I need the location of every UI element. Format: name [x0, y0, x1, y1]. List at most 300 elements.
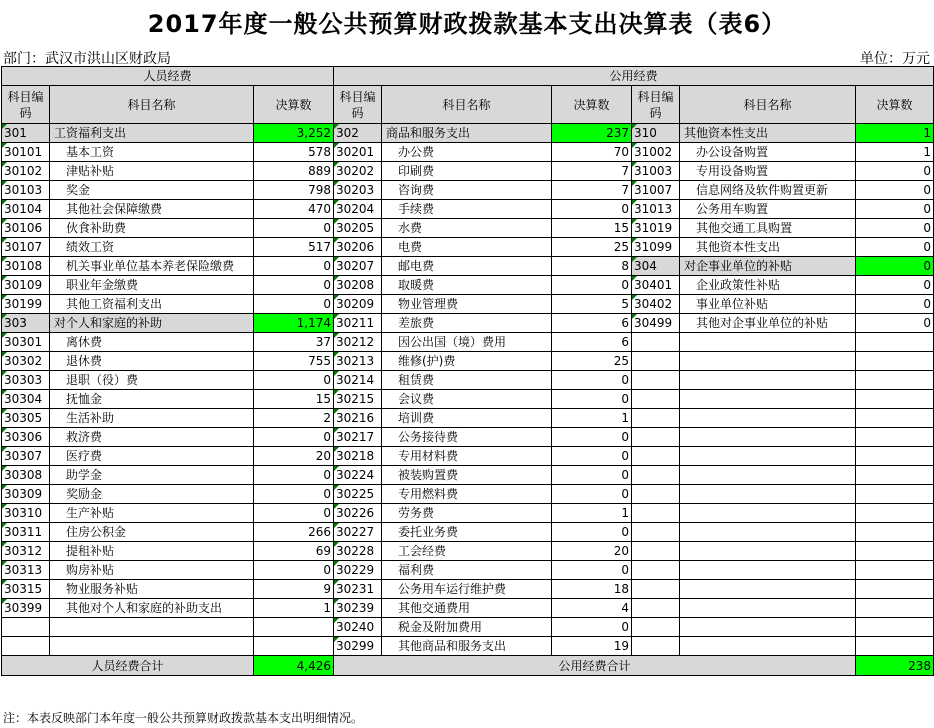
cell-code: [632, 523, 680, 542]
cell-amount[interactable]: 0: [254, 466, 334, 485]
cell-amount[interactable]: 1: [552, 409, 632, 428]
cell-name: [680, 523, 856, 542]
cell-name: 离休费: [50, 333, 254, 352]
cell-amount[interactable]: 755: [254, 352, 334, 371]
cell-amount[interactable]: 25: [552, 352, 632, 371]
cell-amount: [856, 485, 934, 504]
cell-name: 专用燃料费: [382, 485, 552, 504]
cell-name: 其他商品和服务支出: [382, 637, 552, 656]
cell-code: 30214: [334, 371, 382, 390]
public-total-value[interactable]: 238: [856, 656, 934, 676]
cell-amount[interactable]: 0: [254, 371, 334, 390]
cell-amount[interactable]: 0: [856, 314, 934, 333]
cell-code: 30202: [334, 162, 382, 181]
table-row: [2, 523, 934, 542]
cell-amount[interactable]: 15: [254, 390, 334, 409]
table-row: [2, 219, 934, 238]
cell-name: 对企事业单位的补贴: [680, 257, 856, 276]
cell-code: 30315: [2, 580, 50, 599]
cell-code: 30215: [334, 390, 382, 409]
cell-amount[interactable]: 0: [552, 390, 632, 409]
cell-code: 30313: [2, 561, 50, 580]
cell-name: [680, 428, 856, 447]
cell-code: 30201: [334, 143, 382, 162]
cell-name: [680, 637, 856, 656]
cell-name: 绩效工资: [50, 238, 254, 257]
cell-amount[interactable]: 237: [552, 124, 632, 143]
col-header-code: 科目编码: [632, 86, 680, 124]
cell-amount: [856, 580, 934, 599]
cell-code: 30402: [632, 295, 680, 314]
cell-code: 30401: [632, 276, 680, 295]
table-row: [2, 504, 934, 523]
table-row: [2, 447, 934, 466]
cell-name: 公务用车运行维护费: [382, 580, 552, 599]
cell-name: 助学金: [50, 466, 254, 485]
cell-code: [632, 466, 680, 485]
cell-code: 30304: [2, 390, 50, 409]
table-row: [2, 143, 934, 162]
col-header-name: 科目名称: [382, 86, 552, 124]
cell-code: 30312: [2, 542, 50, 561]
cell-code: [2, 618, 50, 637]
table-row: [2, 276, 934, 295]
cell-amount[interactable]: 0: [254, 504, 334, 523]
cell-code: 30307: [2, 447, 50, 466]
table-row: [2, 314, 934, 333]
cell-code: [632, 618, 680, 637]
cell-code: 30229: [334, 561, 382, 580]
cell-name: 机关事业单位基本养老保险缴费: [50, 257, 254, 276]
cell-amount[interactable]: 7: [552, 162, 632, 181]
cell-name: [680, 466, 856, 485]
cell-name: 职业年金缴费: [50, 276, 254, 295]
group-header-personnel: 人员经费: [2, 67, 334, 86]
cell-name: 对个人和家庭的补助: [50, 314, 254, 333]
cell-name: [680, 599, 856, 618]
cell-code: 30228: [334, 542, 382, 561]
cell-code: 301: [2, 124, 50, 143]
col-header-amount: 决算数: [254, 86, 334, 124]
cell-amount[interactable]: 0: [856, 257, 934, 276]
table-row: [2, 428, 934, 447]
cell-code: 30302: [2, 352, 50, 371]
cell-code: 31013: [632, 200, 680, 219]
cell-name: 其他资本性支出: [680, 124, 856, 143]
cell-code: 30303: [2, 371, 50, 390]
cell-name: 物业服务补贴: [50, 580, 254, 599]
col-header-code: 科目编码: [334, 86, 382, 124]
cell-code: 30204: [334, 200, 382, 219]
cell-name: 医疗费: [50, 447, 254, 466]
cell-name: 奖金: [50, 181, 254, 200]
cell-code: [632, 561, 680, 580]
cell-amount[interactable]: 20: [552, 542, 632, 561]
cell-code: 30107: [2, 238, 50, 257]
cell-code: 304: [632, 257, 680, 276]
table-row: [2, 162, 934, 181]
cell-code: [632, 485, 680, 504]
cell-code: [632, 352, 680, 371]
cell-amount[interactable]: 7: [552, 181, 632, 200]
cell-name: 住房公积金: [50, 523, 254, 542]
cell-code: 30239: [334, 599, 382, 618]
cell-amount[interactable]: 0: [552, 523, 632, 542]
cell-amount[interactable]: 6: [552, 333, 632, 352]
table-row: [2, 371, 934, 390]
table-row: [2, 390, 934, 409]
cell-amount[interactable]: 0: [552, 485, 632, 504]
cell-amount[interactable]: 0: [856, 181, 934, 200]
cell-code: [632, 447, 680, 466]
cell-code: 303: [2, 314, 50, 333]
cell-name: [680, 580, 856, 599]
cell-code: [632, 390, 680, 409]
cell-amount: [856, 599, 934, 618]
cell-name: 取暖费: [382, 276, 552, 295]
cell-code: 30199: [2, 295, 50, 314]
cell-amount[interactable]: 2: [254, 409, 334, 428]
cell-code: 30305: [2, 409, 50, 428]
cell-amount[interactable]: 0: [254, 485, 334, 504]
department-label: 部门：武汉市洪山区财政局: [3, 51, 171, 67]
table-row: [2, 599, 934, 618]
cell-name: 邮电费: [382, 257, 552, 276]
cell-amount: [254, 618, 334, 637]
table-row: [2, 238, 934, 257]
cell-name: 商品和服务支出: [382, 124, 552, 143]
cell-code: 30205: [334, 219, 382, 238]
cell-name: 其他工资福利支出: [50, 295, 254, 314]
cell-code: 30208: [334, 276, 382, 295]
cell-code: 30101: [2, 143, 50, 162]
cell-amount[interactable]: 3,252: [254, 124, 334, 143]
cell-amount[interactable]: 4: [552, 599, 632, 618]
cell-amount[interactable]: 266: [254, 523, 334, 542]
cell-name: 奖励金: [50, 485, 254, 504]
cell-name: [680, 618, 856, 637]
cell-name: [680, 333, 856, 352]
cell-name: 生活补助: [50, 409, 254, 428]
cell-code: 30203: [334, 181, 382, 200]
cell-amount[interactable]: 798: [254, 181, 334, 200]
cell-name: [680, 352, 856, 371]
cell-name: 办公设备购置: [680, 143, 856, 162]
cell-name: 其他社会保障缴费: [50, 200, 254, 219]
cell-name: 印刷费: [382, 162, 552, 181]
cell-name: 退休费: [50, 352, 254, 371]
cell-amount: [856, 618, 934, 637]
cell-name: 事业单位补贴: [680, 295, 856, 314]
public-total-label: 公用经费合计: [334, 656, 856, 676]
cell-amount[interactable]: 18: [552, 580, 632, 599]
cell-amount: [856, 428, 934, 447]
cell-amount: [856, 352, 934, 371]
cell-name: 退职（役）费: [50, 371, 254, 390]
cell-amount[interactable]: 0: [856, 295, 934, 314]
cell-code: 30231: [334, 580, 382, 599]
cell-code: [632, 428, 680, 447]
personnel-total-label: 人员经费合计: [2, 656, 254, 676]
cell-name: 津贴补贴: [50, 162, 254, 181]
cell-amount[interactable]: 0: [552, 428, 632, 447]
cell-name: [680, 504, 856, 523]
cell-name: 信息网络及软件购置更新: [680, 181, 856, 200]
cell-code: 30226: [334, 504, 382, 523]
table-row: [2, 466, 934, 485]
cell-amount[interactable]: 1: [552, 504, 632, 523]
cell-name: 其他对企事业单位的补贴: [680, 314, 856, 333]
cell-code: 30108: [2, 257, 50, 276]
cell-name: 会议费: [382, 390, 552, 409]
cell-name: 福利费: [382, 561, 552, 580]
cell-name: 工资福利支出: [50, 124, 254, 143]
cell-name: 其他资本性支出: [680, 238, 856, 257]
cell-amount[interactable]: 0: [254, 219, 334, 238]
cell-name: 救济费: [50, 428, 254, 447]
col-header-amount: 决算数: [552, 86, 632, 124]
cell-amount[interactable]: 1: [254, 599, 334, 618]
cell-name: 其他交通工具购置: [680, 219, 856, 238]
cell-amount[interactable]: 20: [254, 447, 334, 466]
personnel-total-value[interactable]: 4,426: [254, 656, 334, 676]
table-row: [2, 200, 934, 219]
cell-amount[interactable]: 0: [552, 466, 632, 485]
cell-name: [50, 637, 254, 656]
cell-code: 31002: [632, 143, 680, 162]
cell-code: 30213: [334, 352, 382, 371]
cell-code: [632, 409, 680, 428]
cell-name: 电费: [382, 238, 552, 257]
cell-name: 抚恤金: [50, 390, 254, 409]
cell-name: [680, 561, 856, 580]
cell-code: 30106: [2, 219, 50, 238]
cell-name: 其他交通费用: [382, 599, 552, 618]
table-row: [2, 124, 934, 143]
cell-amount: [856, 561, 934, 580]
col-header-amount: 决算数: [856, 86, 934, 124]
cell-amount: [856, 409, 934, 428]
cell-name: [680, 371, 856, 390]
cell-code: 30209: [334, 295, 382, 314]
cell-code: 30306: [2, 428, 50, 447]
cell-code: 31019: [632, 219, 680, 238]
table-row: [2, 580, 934, 599]
cell-code: [632, 637, 680, 656]
cell-code: [2, 637, 50, 656]
cell-amount[interactable]: 25: [552, 238, 632, 257]
cell-amount[interactable]: 0: [254, 257, 334, 276]
cell-amount[interactable]: 37: [254, 333, 334, 352]
cell-code: 30217: [334, 428, 382, 447]
cell-code: [632, 580, 680, 599]
cell-amount[interactable]: 517: [254, 238, 334, 257]
cell-code: 30308: [2, 466, 50, 485]
cell-name: 其他对个人和家庭的补助支出: [50, 599, 254, 618]
cell-code: 31007: [632, 181, 680, 200]
cell-name: 物业管理费: [382, 295, 552, 314]
cell-name: [680, 447, 856, 466]
cell-amount: [856, 504, 934, 523]
cell-code: 30104: [2, 200, 50, 219]
col-header-code: 科目编码: [2, 86, 50, 124]
cell-name: 提租补贴: [50, 542, 254, 561]
cell-code: 30311: [2, 523, 50, 542]
cell-amount[interactable]: 0: [552, 371, 632, 390]
table-row: [2, 618, 934, 637]
cell-code: 30207: [334, 257, 382, 276]
cell-code: 31003: [632, 162, 680, 181]
page-title: 2017年度一般公共预算财政拨款基本支出决算表（表6）: [147, 10, 787, 38]
cell-amount[interactable]: 0: [254, 561, 334, 580]
cell-amount: [856, 390, 934, 409]
col-header-name: 科目名称: [680, 86, 856, 124]
cell-name: 工会经费: [382, 542, 552, 561]
cell-amount[interactable]: 0: [856, 219, 934, 238]
cell-amount[interactable]: 1: [856, 143, 934, 162]
unit-label: 单位：万元: [860, 51, 930, 67]
cell-name: [680, 542, 856, 561]
cell-name: 公务接待费: [382, 428, 552, 447]
cell-name: 委托业务费: [382, 523, 552, 542]
cell-name: 差旅费: [382, 314, 552, 333]
cell-amount[interactable]: 578: [254, 143, 334, 162]
cell-code: 310: [632, 124, 680, 143]
cell-name: [680, 409, 856, 428]
cell-code: 30499: [632, 314, 680, 333]
cell-code: 30301: [2, 333, 50, 352]
footnote: 注：本表反映部门本年度一般公共预算财政拨款基本支出明细情况。: [3, 711, 364, 725]
cell-amount: [856, 523, 934, 542]
cell-code: [632, 371, 680, 390]
cell-amount: [856, 466, 934, 485]
cell-code: 30224: [334, 466, 382, 485]
cell-name: 水费: [382, 219, 552, 238]
group-header-public: 公用经费: [334, 67, 934, 86]
cell-name: [680, 485, 856, 504]
cell-name: 培训费: [382, 409, 552, 428]
cell-code: 30310: [2, 504, 50, 523]
cell-name: 租赁费: [382, 371, 552, 390]
cell-amount[interactable]: 70: [552, 143, 632, 162]
table-row: [2, 257, 934, 276]
cell-code: 30299: [334, 637, 382, 656]
cell-code: 30109: [2, 276, 50, 295]
table-row: [2, 333, 934, 352]
col-header-name: 科目名称: [50, 86, 254, 124]
cell-amount[interactable]: 0: [856, 200, 934, 219]
cell-amount[interactable]: 69: [254, 542, 334, 561]
cell-code: [632, 542, 680, 561]
cell-code: 31099: [632, 238, 680, 257]
cell-name: [50, 618, 254, 637]
cell-name: 被装购置费: [382, 466, 552, 485]
cell-amount[interactable]: 1,174: [254, 314, 334, 333]
cell-name: 税金及附加费用: [382, 618, 552, 637]
cell-name: 办公费: [382, 143, 552, 162]
table-row: [2, 352, 934, 371]
cell-code: 30240: [334, 618, 382, 637]
cell-code: 30309: [2, 485, 50, 504]
cell-code: [632, 504, 680, 523]
cell-amount[interactable]: 19: [552, 637, 632, 656]
cell-amount[interactable]: 0: [856, 238, 934, 257]
cell-name: 购房补贴: [50, 561, 254, 580]
table-row: [2, 409, 934, 428]
cell-code: 30399: [2, 599, 50, 618]
table-row: [2, 561, 934, 580]
cell-name: 基本工资: [50, 143, 254, 162]
cell-code: 30103: [2, 181, 50, 200]
cell-amount[interactable]: 470: [254, 200, 334, 219]
cell-name: 咨询费: [382, 181, 552, 200]
cell-amount: [856, 447, 934, 466]
cell-code: 30212: [334, 333, 382, 352]
cell-amount[interactable]: 0: [254, 276, 334, 295]
cell-amount: [856, 542, 934, 561]
cell-amount[interactable]: 0: [552, 561, 632, 580]
cell-name: 劳务费: [382, 504, 552, 523]
table-row: [2, 181, 934, 200]
cell-amount[interactable]: 889: [254, 162, 334, 181]
cell-name: 因公出国（境）费用: [382, 333, 552, 352]
cell-amount[interactable]: 0: [552, 447, 632, 466]
cell-amount[interactable]: 6: [552, 314, 632, 333]
cell-code: 30216: [334, 409, 382, 428]
cell-amount[interactable]: 15: [552, 219, 632, 238]
cell-name: 企业政策性补贴: [680, 276, 856, 295]
cell-amount[interactable]: 1: [856, 124, 934, 143]
cell-name: [680, 390, 856, 409]
cell-amount: [254, 637, 334, 656]
cell-name: 专用设备购置: [680, 162, 856, 181]
cell-amount[interactable]: 0: [552, 618, 632, 637]
table-row: [2, 637, 934, 656]
cell-amount[interactable]: 0: [254, 428, 334, 447]
cell-amount[interactable]: 0: [254, 295, 334, 314]
cell-name: 公务用车购置: [680, 200, 856, 219]
cell-amount[interactable]: 0: [552, 200, 632, 219]
cell-amount[interactable]: 0: [856, 162, 934, 181]
cell-code: 30225: [334, 485, 382, 504]
cell-code: [632, 333, 680, 352]
cell-amount[interactable]: 0: [552, 276, 632, 295]
cell-name: 生产补贴: [50, 504, 254, 523]
cell-code: 30211: [334, 314, 382, 333]
table-row: [2, 485, 934, 504]
cell-amount[interactable]: 8: [552, 257, 632, 276]
cell-amount[interactable]: 5: [552, 295, 632, 314]
cell-code: 30102: [2, 162, 50, 181]
expenditure-table: [1, 66, 934, 676]
cell-code: [632, 599, 680, 618]
table-row: [2, 542, 934, 561]
cell-code: 30227: [334, 523, 382, 542]
cell-name: 手续费: [382, 200, 552, 219]
cell-amount[interactable]: 0: [856, 276, 934, 295]
cell-name: 专用材料费: [382, 447, 552, 466]
cell-code: 30206: [334, 238, 382, 257]
cell-amount: [856, 637, 934, 656]
cell-amount[interactable]: 9: [254, 580, 334, 599]
cell-name: 维修(护)费: [382, 352, 552, 371]
cell-amount: [856, 333, 934, 352]
cell-amount: [856, 371, 934, 390]
table-row: [2, 295, 934, 314]
cell-name: 伙食补助费: [50, 219, 254, 238]
cell-code: 30218: [334, 447, 382, 466]
cell-code: 302: [334, 124, 382, 143]
